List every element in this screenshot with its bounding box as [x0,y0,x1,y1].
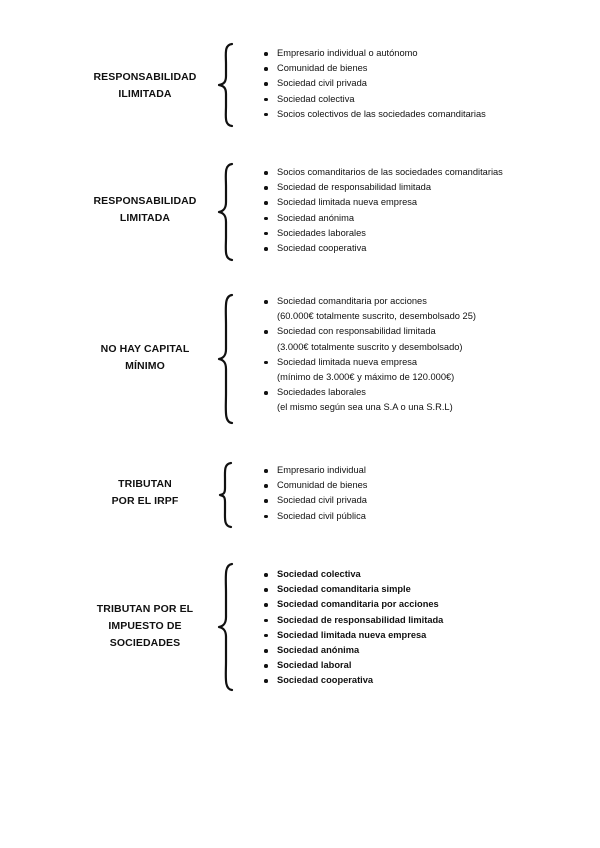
list-item: Socios comanditarios de las sociedades comanditarias [262,165,503,180]
bullet-icon [264,603,268,607]
bullet-icon [264,98,268,102]
bullet-icon [264,113,268,117]
item-list [262,567,443,689]
bullet-icon [264,649,268,653]
curly-brace-icon [216,562,238,692]
bullet-icon [264,67,268,71]
list-item: Empresario individual [262,463,367,478]
section-heading: RESPONSABILIDAD ILIMITADA [93,71,197,100]
list-item: Sociedad colectiva [262,92,486,107]
bullet-icon [264,515,268,519]
bullet-icon [264,588,268,592]
bullet-icon [264,52,268,56]
bullet-icon [264,469,268,473]
bullet-icon [264,391,268,395]
bullet-icon [264,82,268,86]
list-item: Comunidad de bienes [262,61,486,76]
list-item: Sociedad comanditaria por acciones [262,597,443,612]
bullet-icon [264,634,268,638]
item-list [262,165,503,256]
list-item: Sociedad civil privada [262,76,486,91]
list-item: Sociedad comanditaria simple [262,582,443,597]
item-list [262,46,486,122]
list-item: Sociedad limitada nueva empresa [262,628,443,643]
list-item: Empresario individual o autónomo [262,46,486,61]
list-item: Sociedad anónima [262,211,503,226]
bullet-icon [264,217,268,221]
section-heading: TRIBUTAN POR EL IRPF [111,478,179,507]
section-heading: NO HAY CAPITAL MÍNIMO [100,343,190,372]
bullet-icon [264,619,268,623]
item-list [262,294,476,416]
bullet-icon [264,300,268,304]
bullet-icon [264,573,268,577]
bullet-icon [264,171,268,175]
list-item: Sociedad civil pública [262,509,367,524]
bullet-icon [264,361,268,365]
list-item: Sociedad cooperativa [262,241,503,256]
list-item: Sociedad colectiva [262,567,443,582]
curly-brace-icon [216,162,238,262]
list-item: Sociedad comanditaria por acciones (60.000€ totalmente suscrito, desembolsado 25) [262,294,476,324]
list-item: Sociedad cooperativa [262,673,443,688]
list-item: Sociedad de responsabilidad limitada [262,180,503,195]
bullet-icon [264,186,268,190]
list-item: Sociedad con responsabilidad limitada (3.000€ totalmente suscrito y desembolsado) [262,324,476,354]
curly-brace-icon [216,293,238,425]
list-item: Comunidad de bienes [262,478,367,493]
section-heading: TRIBUTAN POR EL IMPUESTO DE SOCIEDADES [96,603,194,649]
bullet-icon [264,499,268,503]
bullet-icon [264,330,268,334]
curly-brace-icon [216,42,238,128]
list-item: Sociedades laborales (el mismo según sea una S.A o una S.R.L) [262,385,476,415]
list-item: Sociedades laborales [262,226,503,241]
list-item: Sociedad limitada nueva empresa [262,195,503,210]
list-item: Sociedad anónima [262,643,443,658]
section-heading: RESPONSABILIDAD LIMITADA [93,195,197,224]
list-item: Socios colectivos de las sociedades comanditarias [262,107,486,122]
item-list [262,463,367,524]
list-item: Sociedad laboral [262,658,443,673]
bullet-icon [264,201,268,205]
list-item: Sociedad civil privada [262,493,367,508]
list-item: Sociedad limitada nueva empresa (mínimo de 3.000€ y máximo de 120.000€) [262,355,476,385]
list-item: Sociedad de responsabilidad limitada [262,613,443,628]
bullet-icon [264,679,268,683]
bullet-icon [264,247,268,251]
curly-brace-icon [216,461,238,529]
bullet-icon [264,664,268,668]
bullet-icon [264,232,268,236]
bullet-icon [264,484,268,488]
